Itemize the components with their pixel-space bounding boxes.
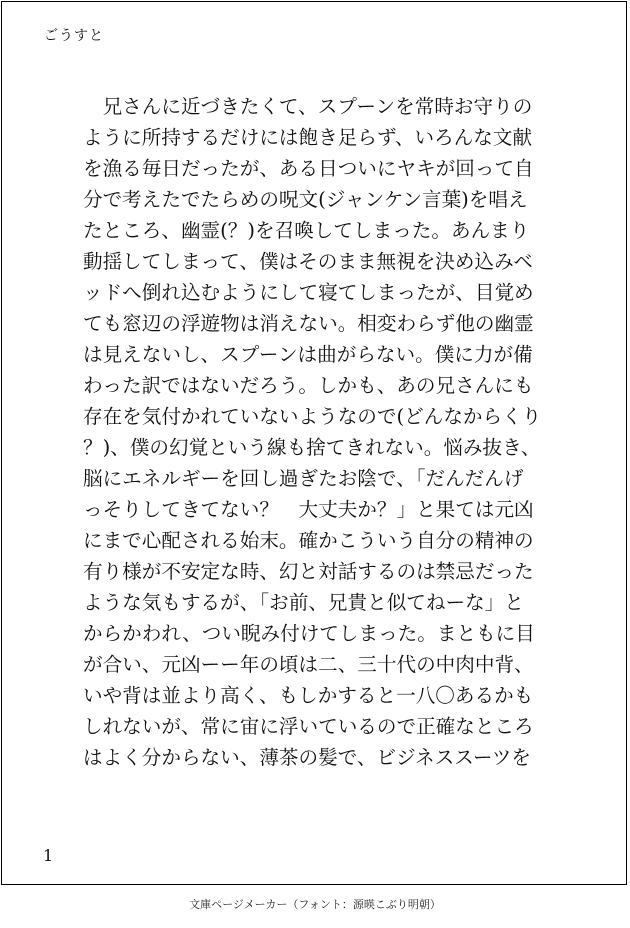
body-line: ても窓辺の浮遊物は消えない。相変わらず他の幽霊 [83,312,534,335]
body-line: いや背は並より高く、もしかすると一八〇あるかも [83,684,534,707]
body-line: が合い、元凶ーー年の頃は二、三十代の中肉中背、 [83,653,534,676]
body-line: 存在を気付かれていないようなので(どんなからくり [83,405,542,428]
body-line: ッドへ倒れ込むようにして寝てしまったが、目覚め [83,281,534,304]
body-line: 動揺してしまって、僕はそのまま無視を決め込みベ [83,250,533,273]
body-line: 脳にエネルギーを回し過ぎたお陰で、「だんだんげ [83,467,524,490]
body-line: 有り様が不安定な時、幻と対話するのは禁忌だった [83,560,534,583]
body-line: 兄さんに近づきたくて、スプーンを常時お守りの [83,95,533,118]
page-number: 1 [43,846,54,865]
body-line: にまで心配される始末。確かこういう自分の精神の [83,529,534,552]
body-line: を漁る毎日だったが、ある日ついにヤキが回って自 [83,157,534,180]
body-line: 分で考えたでたらめの呪文(ジャンケン言葉)を唱え [83,188,528,211]
body-line: たところ、幽霊(？)を召喚してしまった。あんまり [83,219,530,242]
body-line: は見えないし、スプーンは曲がらない。僕に力が備 [83,343,533,366]
body-line: ように所持するだけには飽き足らず、いろんな文献 [83,126,533,149]
body-line: っそりしてきてない？ 大丈夫か？」と果ては元凶 [83,498,534,521]
body-line: はよく分からない、薄茶の髪で、ビジネススーツを [83,746,531,769]
body-text [83,91,553,773]
body-line: ような気もするが、「お前、兄貴と似てねーな」と [83,591,524,614]
manuscript-page [1,1,627,885]
body-line: わった訳ではないだろう。しかも、あの兄さんにも [83,374,534,397]
body-line: しれないが、常に宙に浮いているので正確なところ [83,715,534,738]
body-line: ？)、僕の幻覚という線も捨てきれない。悩み抜き、 [83,436,541,459]
body-line: からかわれ、つい睨み付けてしまった。まともに目 [83,622,535,645]
author-name: ごうすと [44,28,104,44]
footer-caption: 文庫ページメーカー（フォント：源暎こぶり明朝） [189,898,441,911]
